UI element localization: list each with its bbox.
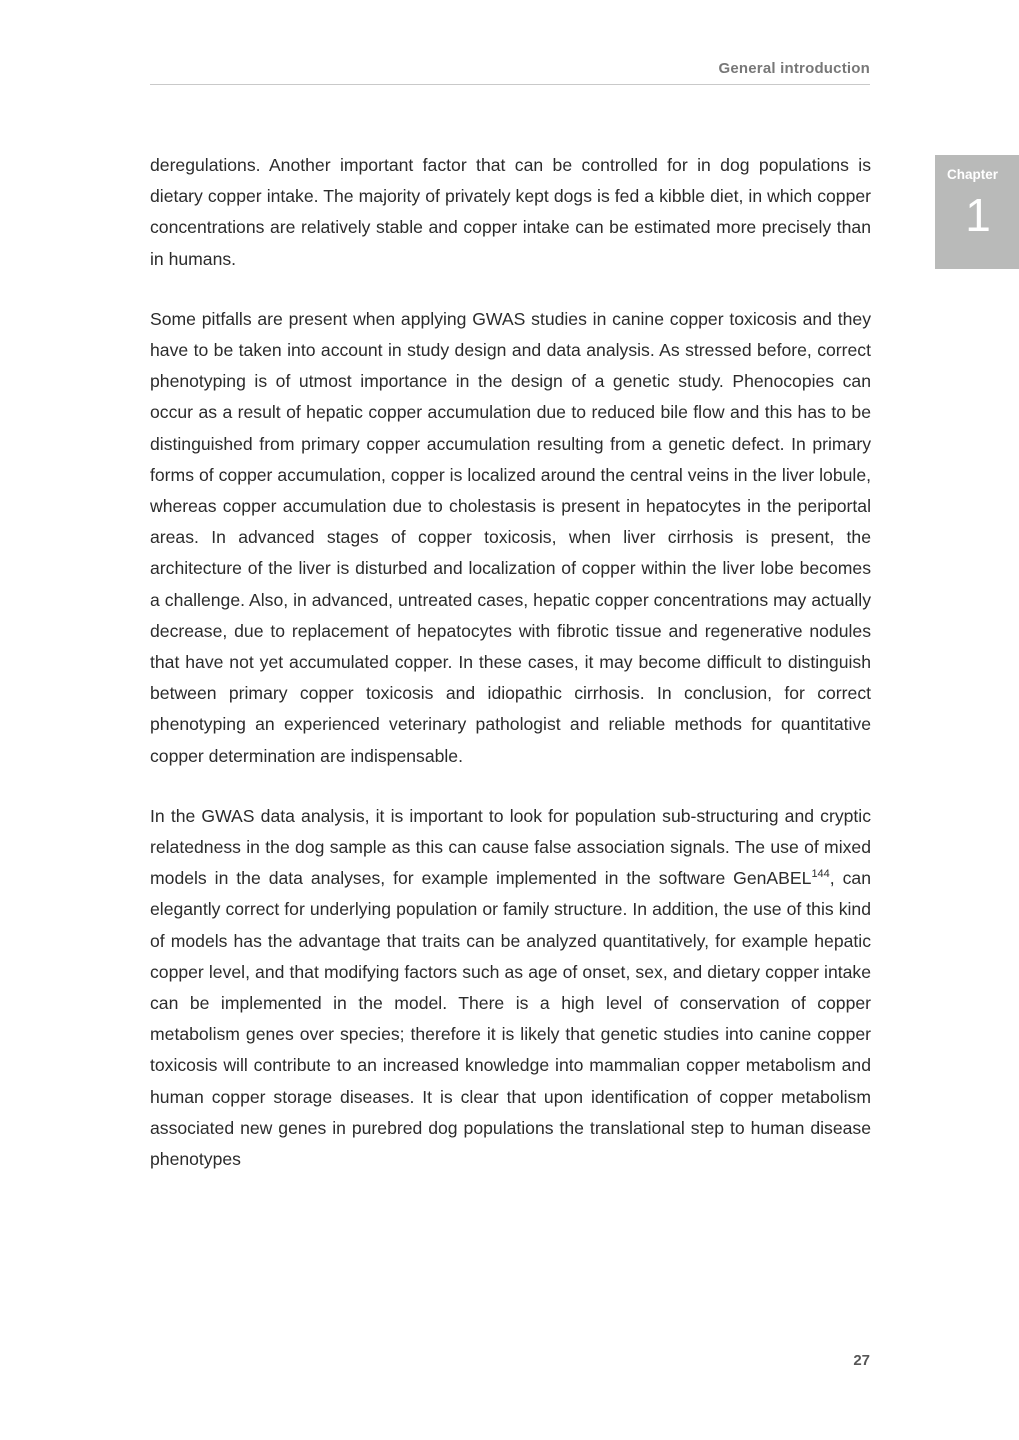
running-header-title: General introduction [718, 60, 870, 77]
header-rule [150, 84, 870, 85]
citation-reference-144: 144 [811, 868, 830, 881]
paragraph-1: deregulations. Another important factor that can be controlled for in dog populations is dietary copper intake. The majority of privately kept dogs is fed a kibble diet, in which copper concentrations are relatively stable and copper intake can be estimated more precisely than in humans. [150, 155, 871, 269]
paragraph-2: Some pitfalls are present when applying GWAS studies in canine copper toxicosis and they have to be taken into account in study design and data analysis. As stressed before, correct phenotyping is of utmost importance in the design of a genetic study. Phenocopies can occur as a result of hepatic copper accumulation due to reduced bile flow and this has to be distinguished from primary copper accumulation resulting from a genetic defect. In primary forms of copper accumulation, copper is localized around the central veins in the liver lobule, whereas copper accumulation due to cholestasis is present in hepatocytes in the periportal areas. In advanced stages of copper toxicosis, when liver cirrhosis is present, the architecture of the liver is disturbed and localization of copper within the liver lobe becomes a challenge. Also, in advanced, untreated cases, hepatic copper concentrations may actually decrease, due to replacement of hepatocytes with fibrotic tissue and regenerative nodules that have not yet accumulated copper. In these cases, it may become difficult to distinguish between primary copper toxicosis and idiopathic cirrhosis. In conclusion, for correct phenotyping an experienced veterinary pathologist and reliable methods for quantitative copper determination are indispensable. [150, 308, 871, 766]
page-number: 27 [853, 1352, 870, 1369]
chapter-tab-label: Chapter [947, 167, 999, 182]
chapter-tab [935, 155, 1019, 269]
page-header [150, 60, 870, 85]
chapter-tab-number: 1 [965, 189, 991, 241]
paragraph-3 [150, 801, 871, 1175]
paragraph-3-text-after-ref: , can elegantly correct for underlying population or family structure. In addition, the use of this kind of models has the advantage that traits can be analyzed quantitatively, for example hepatic copper level, and that modifying factors such as age of onset, sex, and dietary copper intake can be implemented in the model. There is a high level of conservation of copper metabolism genes over species; therefore it is likely that genetic studies into canine copper toxicosis will contribute to an increased knowledge into mammalian copper metabolism and human copper storage diseases. It is clear that upon identification of copper metabolism associated new genes in purebred dog populations the translational step to human disease phenotypes [150, 868, 871, 1170]
body-text-block [150, 150, 871, 1175]
paragraph-3-text-before-ref: In the GWAS data analysis, it is important to look for population sub-structuring and cryptic relatedness in the dog sample as this can cause false association signals. The use of mixed models in the data analyses, for example implemented in the software GenABEL [150, 805, 871, 889]
